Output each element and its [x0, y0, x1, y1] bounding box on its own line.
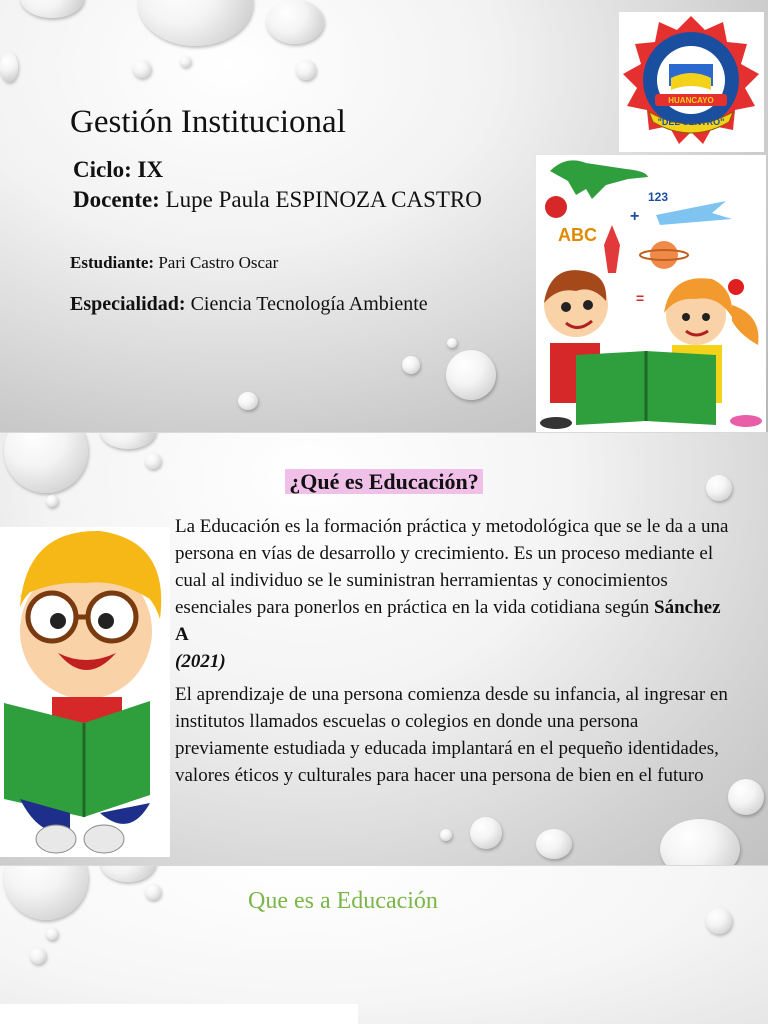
water-drop	[706, 908, 732, 934]
boy-reading-illustration	[0, 527, 170, 857]
kids-reading-illustration	[536, 155, 766, 432]
water-drop	[266, 0, 324, 44]
water-drop	[133, 60, 151, 78]
learning-text: El aprendizaje de una persona comienza desde su infancia, al ingresar en institutos llamados escuelas o colegios en donde una persona previamente estudiada y educada implantará en el pequeño identidades, valores éticos y culturales para hacer una persona de bien en el futuro	[175, 684, 728, 786]
logo-name: "DEL CENTRO"	[657, 117, 725, 127]
ciclo-value: IX	[137, 157, 164, 182]
water-drop	[138, 0, 253, 46]
water-drop	[30, 948, 46, 964]
logo-city: HUANCAYO	[668, 96, 714, 105]
estudiante-label: Estudiante:	[70, 253, 155, 272]
especialidad-value: Ciencia Tecnología Ambiente	[190, 293, 428, 315]
water-drop	[145, 884, 161, 900]
bottom-image-strip	[0, 1004, 358, 1024]
estudiante-value: Pari Castro Oscar	[158, 253, 279, 272]
water-drop	[46, 495, 58, 507]
slide-cover	[0, 0, 768, 432]
estudiante-line	[70, 253, 278, 273]
logo-seal-icon	[619, 12, 764, 152]
water-drop	[660, 819, 740, 865]
section-heading-text: ¿Qué es Educación?	[285, 469, 482, 494]
citation-year: (2021)	[175, 651, 226, 672]
water-drop	[4, 866, 88, 920]
ciclo-label: Ciclo:	[73, 157, 132, 182]
water-drop	[20, 0, 84, 18]
docente-line	[73, 187, 482, 213]
water-drop	[446, 350, 496, 400]
docente-label: Docente:	[73, 187, 160, 212]
slide-que-es-educacion	[0, 866, 768, 1024]
boy-reading-icon	[0, 527, 170, 857]
section-heading	[0, 469, 768, 495]
definition-text: La Educación es la formación práctica y metodológica que se le da a una persona en vías de desarrollo y crecimiento. Es un proceso mediante el cual al individuo se le suministran herramientas y conocimientos esenciales para ponerlos en práctica en la vida cotidiana según	[175, 516, 729, 618]
water-drop	[100, 433, 156, 449]
slide-title: Que es a Educación	[248, 888, 438, 914]
water-drop	[0, 52, 18, 82]
water-drop	[470, 817, 502, 849]
abc-letters: ABC	[558, 225, 597, 245]
water-drop	[402, 356, 420, 374]
slide-education-definition	[0, 433, 768, 865]
kids-reading-icon	[536, 155, 766, 432]
water-drop	[145, 453, 161, 469]
water-drop	[46, 928, 58, 940]
water-drop	[536, 829, 572, 859]
especialidad-line	[70, 293, 428, 316]
docente-value: Lupe Paula ESPINOZA CASTRO	[165, 187, 482, 212]
learning-paragraph	[175, 681, 735, 789]
definition-paragraph	[175, 513, 735, 675]
numbers-123: 123	[648, 190, 669, 204]
water-drop	[440, 829, 452, 841]
plus-sign: +	[630, 208, 640, 225]
equals-sign: =	[636, 290, 645, 306]
water-drop	[238, 392, 258, 410]
ciclo-line	[73, 157, 163, 183]
page-title: Gestión Institucional	[70, 104, 346, 140]
institute-logo	[619, 12, 764, 152]
water-drop	[180, 56, 191, 67]
water-drop	[447, 338, 457, 348]
especialidad-label: Especialidad:	[70, 293, 186, 315]
water-drop	[296, 60, 316, 80]
water-drop	[100, 866, 156, 882]
citation-author: Sánchez A	[175, 597, 721, 645]
